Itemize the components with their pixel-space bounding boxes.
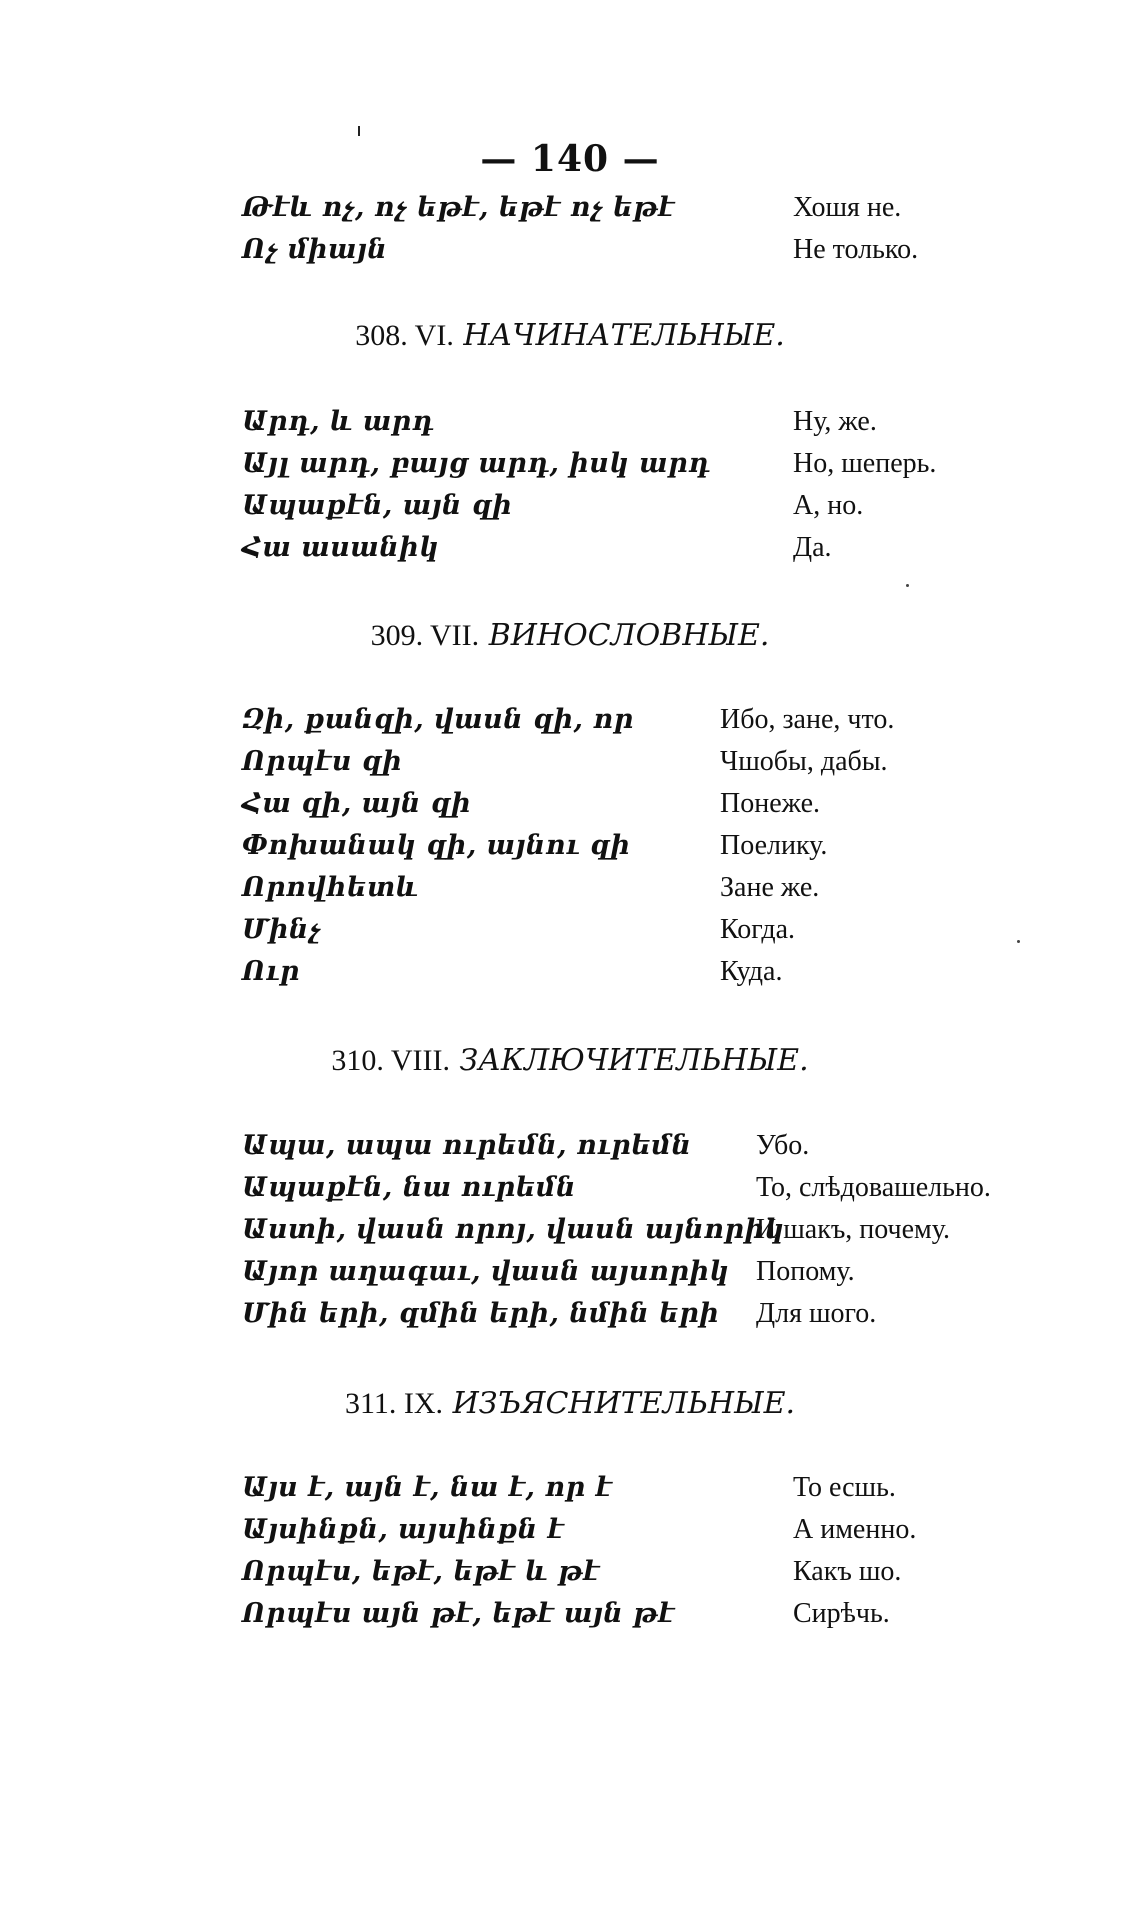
list-item: [0, 872, 1140, 914]
armenian-term: Աստի, վասն որոյ, վասն այնորիկ: [242, 1214, 785, 1245]
russian-translation: Ну, же.: [793, 406, 877, 437]
russian-translation: Хошя не.: [793, 192, 902, 223]
russian-translation: Ибо, зане, что.: [720, 704, 895, 735]
armenian-term: Այս է, այն է, նա է, որ է: [242, 1472, 613, 1503]
section-heading: [0, 1386, 1140, 1421]
section-title: НАЧИНАТЕЛЬНЫЕ.: [463, 318, 785, 353]
russian-translation: Но, шеперь.: [793, 448, 937, 479]
armenian-term: Զի, քանզի, վասն զի, որ: [242, 704, 634, 735]
russian-translation: И шакъ, почему.: [756, 1214, 950, 1245]
list-item: [0, 788, 1140, 830]
section-number: 311. IX.: [344, 1387, 444, 1420]
page-number: — 140 —: [480, 138, 660, 180]
russian-translation: Куда.: [720, 956, 783, 987]
list-item: [0, 234, 1140, 276]
section-heading: [0, 618, 1140, 653]
list-item: [0, 1172, 1140, 1214]
list-item: [0, 1298, 1140, 1340]
russian-translation: Убо.: [756, 1130, 810, 1161]
russian-translation: Сирѣчь.: [793, 1598, 890, 1629]
section-number: 309. VII.: [370, 619, 480, 652]
russian-translation: Не только.: [793, 234, 919, 265]
list-item: [0, 1556, 1140, 1598]
print-mark: [358, 126, 360, 136]
list-item: [0, 448, 1140, 490]
section-heading: [0, 1043, 1140, 1078]
armenian-term: Հա ասանիկ: [242, 532, 440, 563]
paper-speck: [906, 584, 909, 587]
list-item: [0, 1514, 1140, 1556]
armenian-term: Փոխանակ զի, այնու զի: [242, 830, 631, 861]
russian-translation: Понеже.: [720, 788, 821, 819]
section-title: ЗАКЛЮЧИТЕЛЬНЫЕ.: [459, 1043, 809, 1078]
russian-translation: Да.: [793, 532, 832, 563]
russian-translation: То есшь.: [793, 1472, 896, 1503]
armenian-term: Որպէս այն թէ, եթէ այն թէ: [242, 1598, 675, 1629]
armenian-term: Այոր աղագաւ, վասն այսորիկ: [242, 1256, 730, 1287]
armenian-term: Ապաքէն, այն զի: [242, 490, 513, 521]
russian-translation: А именно.: [793, 1514, 917, 1545]
russian-translation: Чшобы, дабы.: [720, 746, 888, 777]
armenian-term: Մինչ: [242, 914, 321, 945]
list-item: [0, 746, 1140, 788]
section-title: ИЗЪЯСНИТЕЛЬНЫЕ.: [452, 1386, 796, 1421]
list-item: [0, 1598, 1140, 1640]
armenian-term: Մին երի, զմին երի, նմին երի: [242, 1298, 720, 1329]
armenian-term: Ապաքէն, նա ուրեմն: [242, 1172, 576, 1203]
list-item: [0, 1256, 1140, 1298]
armenian-term: Ապա, ապա ուրեմն, ուրեմն: [242, 1130, 692, 1161]
list-item: [0, 1130, 1140, 1172]
section-number: 310. VIII.: [331, 1044, 450, 1077]
list-item: [0, 192, 1140, 234]
russian-translation: Попому.: [756, 1256, 855, 1287]
armenian-term: Հա զի, այն զի: [242, 788, 472, 819]
list-item: [0, 1214, 1140, 1256]
russian-translation: Когда.: [720, 914, 796, 945]
list-item: [0, 1472, 1140, 1514]
armenian-term: Այլ արդ, բայց արդ, իսկ արդ: [242, 448, 711, 479]
list-item: [0, 830, 1140, 872]
list-item: [0, 406, 1140, 448]
list-item: [0, 704, 1140, 746]
armenian-term: Որովհետև: [242, 872, 419, 903]
armenian-term: Այսինքն, այսինքն է: [242, 1514, 565, 1545]
russian-translation: Зане же.: [720, 872, 820, 903]
section-number: 308. VI.: [355, 319, 454, 352]
list-item: [0, 914, 1140, 956]
armenian-term: Ուր: [242, 956, 300, 987]
section-title: ВИНОСЛОВНЫЕ.: [488, 618, 770, 653]
armenian-term: Որպէս, եթէ, եթէ և թէ: [242, 1556, 600, 1587]
russian-translation: Какъ шо.: [793, 1556, 902, 1587]
section-heading: [0, 318, 1140, 353]
russian-translation: Для шого.: [756, 1298, 877, 1329]
armenian-term: Արդ, և արդ: [242, 406, 434, 437]
russian-translation: А, но.: [793, 490, 864, 521]
list-item: [0, 532, 1140, 574]
armenian-term: Որպէս զի: [242, 746, 403, 777]
russian-translation: Поелику.: [720, 830, 828, 861]
russian-translation: То, слѣдовашельно.: [756, 1172, 991, 1203]
list-item: [0, 956, 1140, 998]
armenian-term: Ոչ միայն: [242, 234, 388, 265]
armenian-term: Թէև ոչ, ոչ եթէ, եթէ ոչ եթէ: [242, 192, 675, 223]
list-item: [0, 490, 1140, 532]
